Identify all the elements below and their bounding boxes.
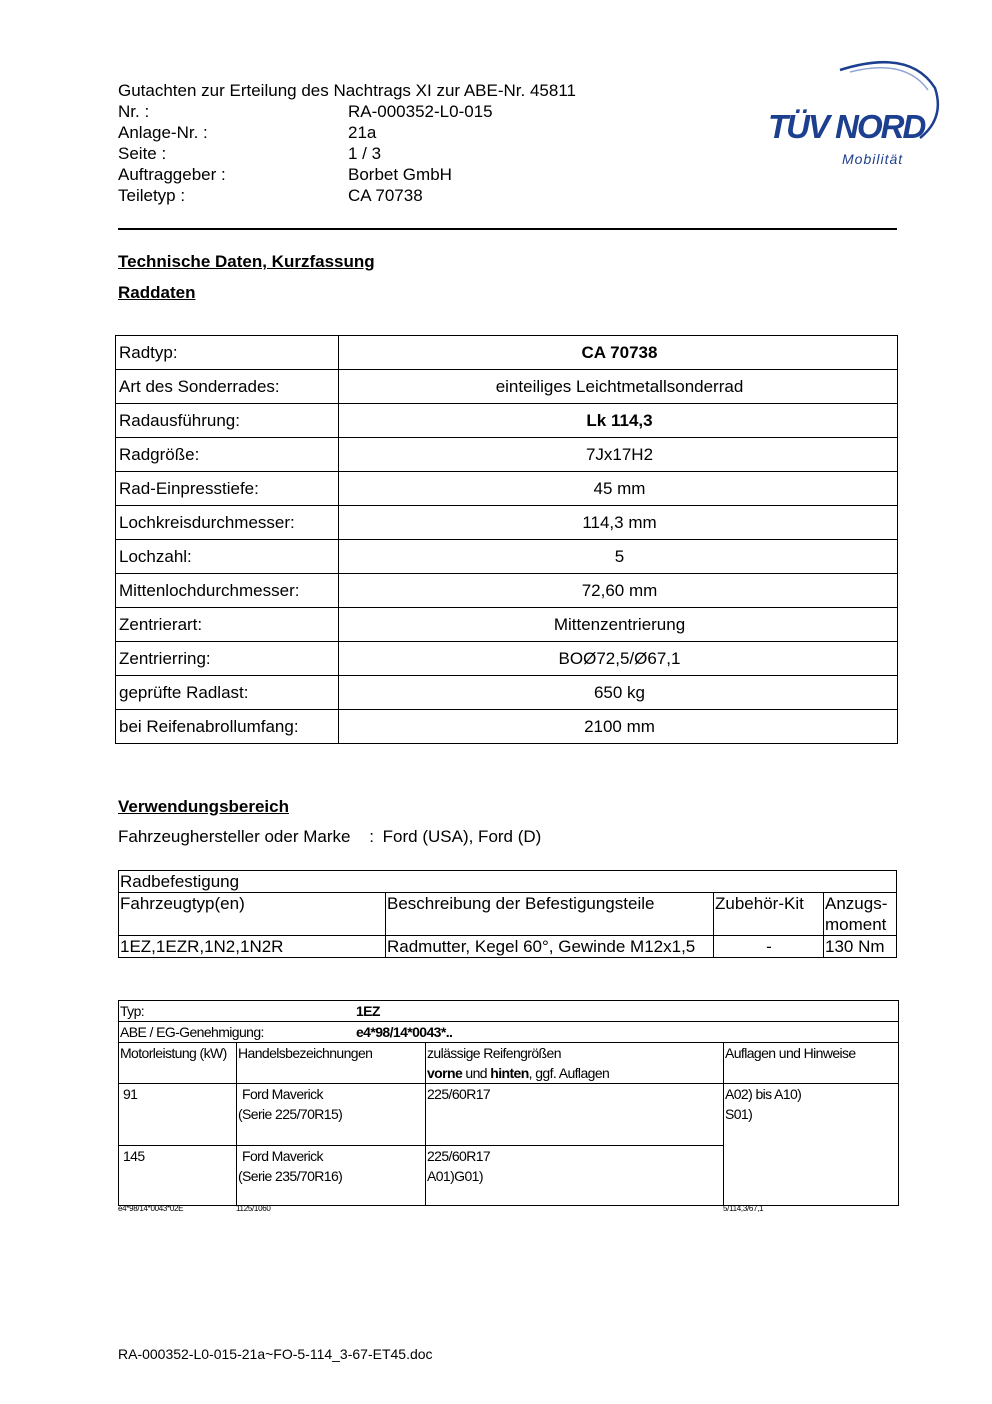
col-header-handelsbezeichnungen: Handelsbezeichnungen <box>237 1043 426 1084</box>
raddaten-label: bei Reifenabrollumfang: <box>116 710 339 744</box>
raddaten-label: Rad-Einpresstiefe: <box>116 472 339 506</box>
cell-anzugsmoment: 130 Nm <box>824 936 897 958</box>
raddaten-row <box>116 404 898 438</box>
hersteller-separator: : <box>369 827 374 846</box>
raddaten-row <box>116 574 898 608</box>
raddaten-value: 2100 mm <box>339 710 898 744</box>
cell-handel-1: Ford Maverick (Serie 235/70R16) <box>237 1146 426 1206</box>
header-row-seite: Seite : 1 / 3 <box>118 144 382 163</box>
section-title-raddaten: Raddaten <box>118 283 196 302</box>
cell-fahrzeugtyp: 1EZ,1EZR,1N2,1N2R <box>119 936 386 958</box>
hersteller-line <box>118 827 541 847</box>
radbefestigung-table <box>118 870 897 958</box>
col-header-zubehoer: Zubehör-Kit <box>714 893 824 936</box>
footnote-approval: e4*98/14*0043*02E <box>118 1204 184 1213</box>
col-header-fahrzeugtyp: Fahrzeugtyp(en) <box>119 893 386 936</box>
raddaten-label: Zentrierring: <box>116 642 339 676</box>
raddaten-label: geprüfte Radlast: <box>116 676 339 710</box>
col-header-auflagen: Auflagen und Hinweise <box>724 1043 899 1084</box>
raddaten-row <box>116 676 898 710</box>
header-row-nr: Nr. : RA-000352-L0-015 <box>118 102 493 121</box>
raddaten-row <box>116 336 898 370</box>
raddaten-value: Lk 114,3 <box>339 404 898 438</box>
cell-auflagen: A02) bis A10) S01) <box>724 1084 899 1206</box>
raddaten-row <box>116 506 898 540</box>
footnote-load: 1125/1060 <box>236 1204 271 1213</box>
cell-handel-0: Ford Maverick (Serie 225/70R15) <box>237 1084 426 1146</box>
radbefestigung-title: Radbefestigung <box>119 871 897 893</box>
raddaten-label: Zentrierart: <box>116 608 339 642</box>
raddaten-label: Radtyp: <box>116 336 339 370</box>
raddaten-value: CA 70738 <box>339 336 898 370</box>
typ-row <box>119 1001 899 1022</box>
header-row-auftraggeber: Auftraggeber : Borbet GmbH <box>118 165 452 184</box>
raddaten-value: 114,3 mm <box>339 506 898 540</box>
raddaten-label: Lochkreisdurchmesser: <box>116 506 339 540</box>
raddaten-row <box>116 608 898 642</box>
raddaten-label: Lochzahl: <box>116 540 339 574</box>
header-row-anlage: Anlage-Nr. : 21a <box>118 123 377 142</box>
typ-label: Typ: <box>120 1003 145 1019</box>
raddaten-row <box>116 438 898 472</box>
raddaten-value: einteiliges Leichtmetallsonderrad <box>339 370 898 404</box>
raddaten-value: BOØ72,5/Ø67,1 <box>339 642 898 676</box>
col-header-beschreibung: Beschreibung der Befestigungsteile <box>386 893 714 936</box>
logo-subtitle: Mobilität <box>842 151 904 167</box>
logo-wordmark: TÜV NORD <box>768 108 925 145</box>
hersteller-value: Ford (USA), Ford (D) <box>382 827 542 846</box>
raddaten-value: 650 kg <box>339 676 898 710</box>
cell-zubehoer: - <box>714 936 824 958</box>
cell-kw-1: 145 <box>119 1146 237 1206</box>
section-title-verwendungsbereich: Verwendungsbereich <box>118 797 289 816</box>
raddaten-row <box>116 472 898 506</box>
document-filename: RA-000352-L0-015-21a~FO-5-114_3-67-ET45.doc <box>118 1346 433 1362</box>
raddaten-value: 7Jx17H2 <box>339 438 898 472</box>
raddaten-row <box>116 710 898 744</box>
raddaten-value: 72,60 mm <box>339 574 898 608</box>
raddaten-label: Radgröße: <box>116 438 339 472</box>
section-title-technische-daten: Technische Daten, Kurzfassung <box>118 252 375 271</box>
raddaten-label: Mittenlochdurchmesser: <box>116 574 339 608</box>
raddaten-value: 5 <box>339 540 898 574</box>
reifen-header-line2: vorne und hinten, ggf. Auflagen <box>427 1065 610 1081</box>
footnote-bolt: 5/114,3/67,1 <box>723 1204 764 1213</box>
reifen-header-line1: zulässige Reifengrößen <box>427 1045 561 1061</box>
raddaten-table <box>115 335 898 744</box>
header-row-teiletyp: Teiletyp : CA 70738 <box>118 186 423 205</box>
header-title: Gutachten zur Erteilung des Nachtrags XI zur ABE-Nr. 45811 <box>118 81 576 100</box>
header-divider <box>118 228 897 230</box>
document-header <box>118 80 576 206</box>
tuev-nord-logo <box>760 58 945 173</box>
col-header-reifengroessen <box>426 1043 724 1084</box>
raddaten-value: Mittenzentrierung <box>339 608 898 642</box>
cell-beschreibung: Radmutter, Kegel 60°, Gewinde M12x1,5 <box>386 936 714 958</box>
typ-value: 1EZ <box>356 1003 380 1019</box>
raddaten-label: Radausführung: <box>116 404 339 438</box>
typ-table <box>118 1000 899 1206</box>
cell-kw-0: 91 <box>119 1084 237 1146</box>
raddaten-value: 45 mm <box>339 472 898 506</box>
raddaten-label: Art des Sonderrades: <box>116 370 339 404</box>
abe-label: ABE / EG-Genehmigung: <box>120 1024 264 1040</box>
hersteller-label: Fahrzeughersteller oder Marke <box>118 827 351 846</box>
col-header-motorleistung: Motorleistung (kW) <box>119 1043 237 1084</box>
cell-reifen-1: 225/60R17 A01)G01) <box>426 1146 724 1206</box>
raddaten-row <box>116 540 898 574</box>
cell-reifen-0: 225/60R17 <box>426 1084 724 1146</box>
raddaten-row <box>116 370 898 404</box>
col-header-anzugsmoment: Anzugs-moment <box>824 893 897 936</box>
abe-value: e4*98/14*0043*.. <box>356 1024 453 1040</box>
raddaten-row <box>116 642 898 676</box>
abe-row <box>119 1022 899 1043</box>
